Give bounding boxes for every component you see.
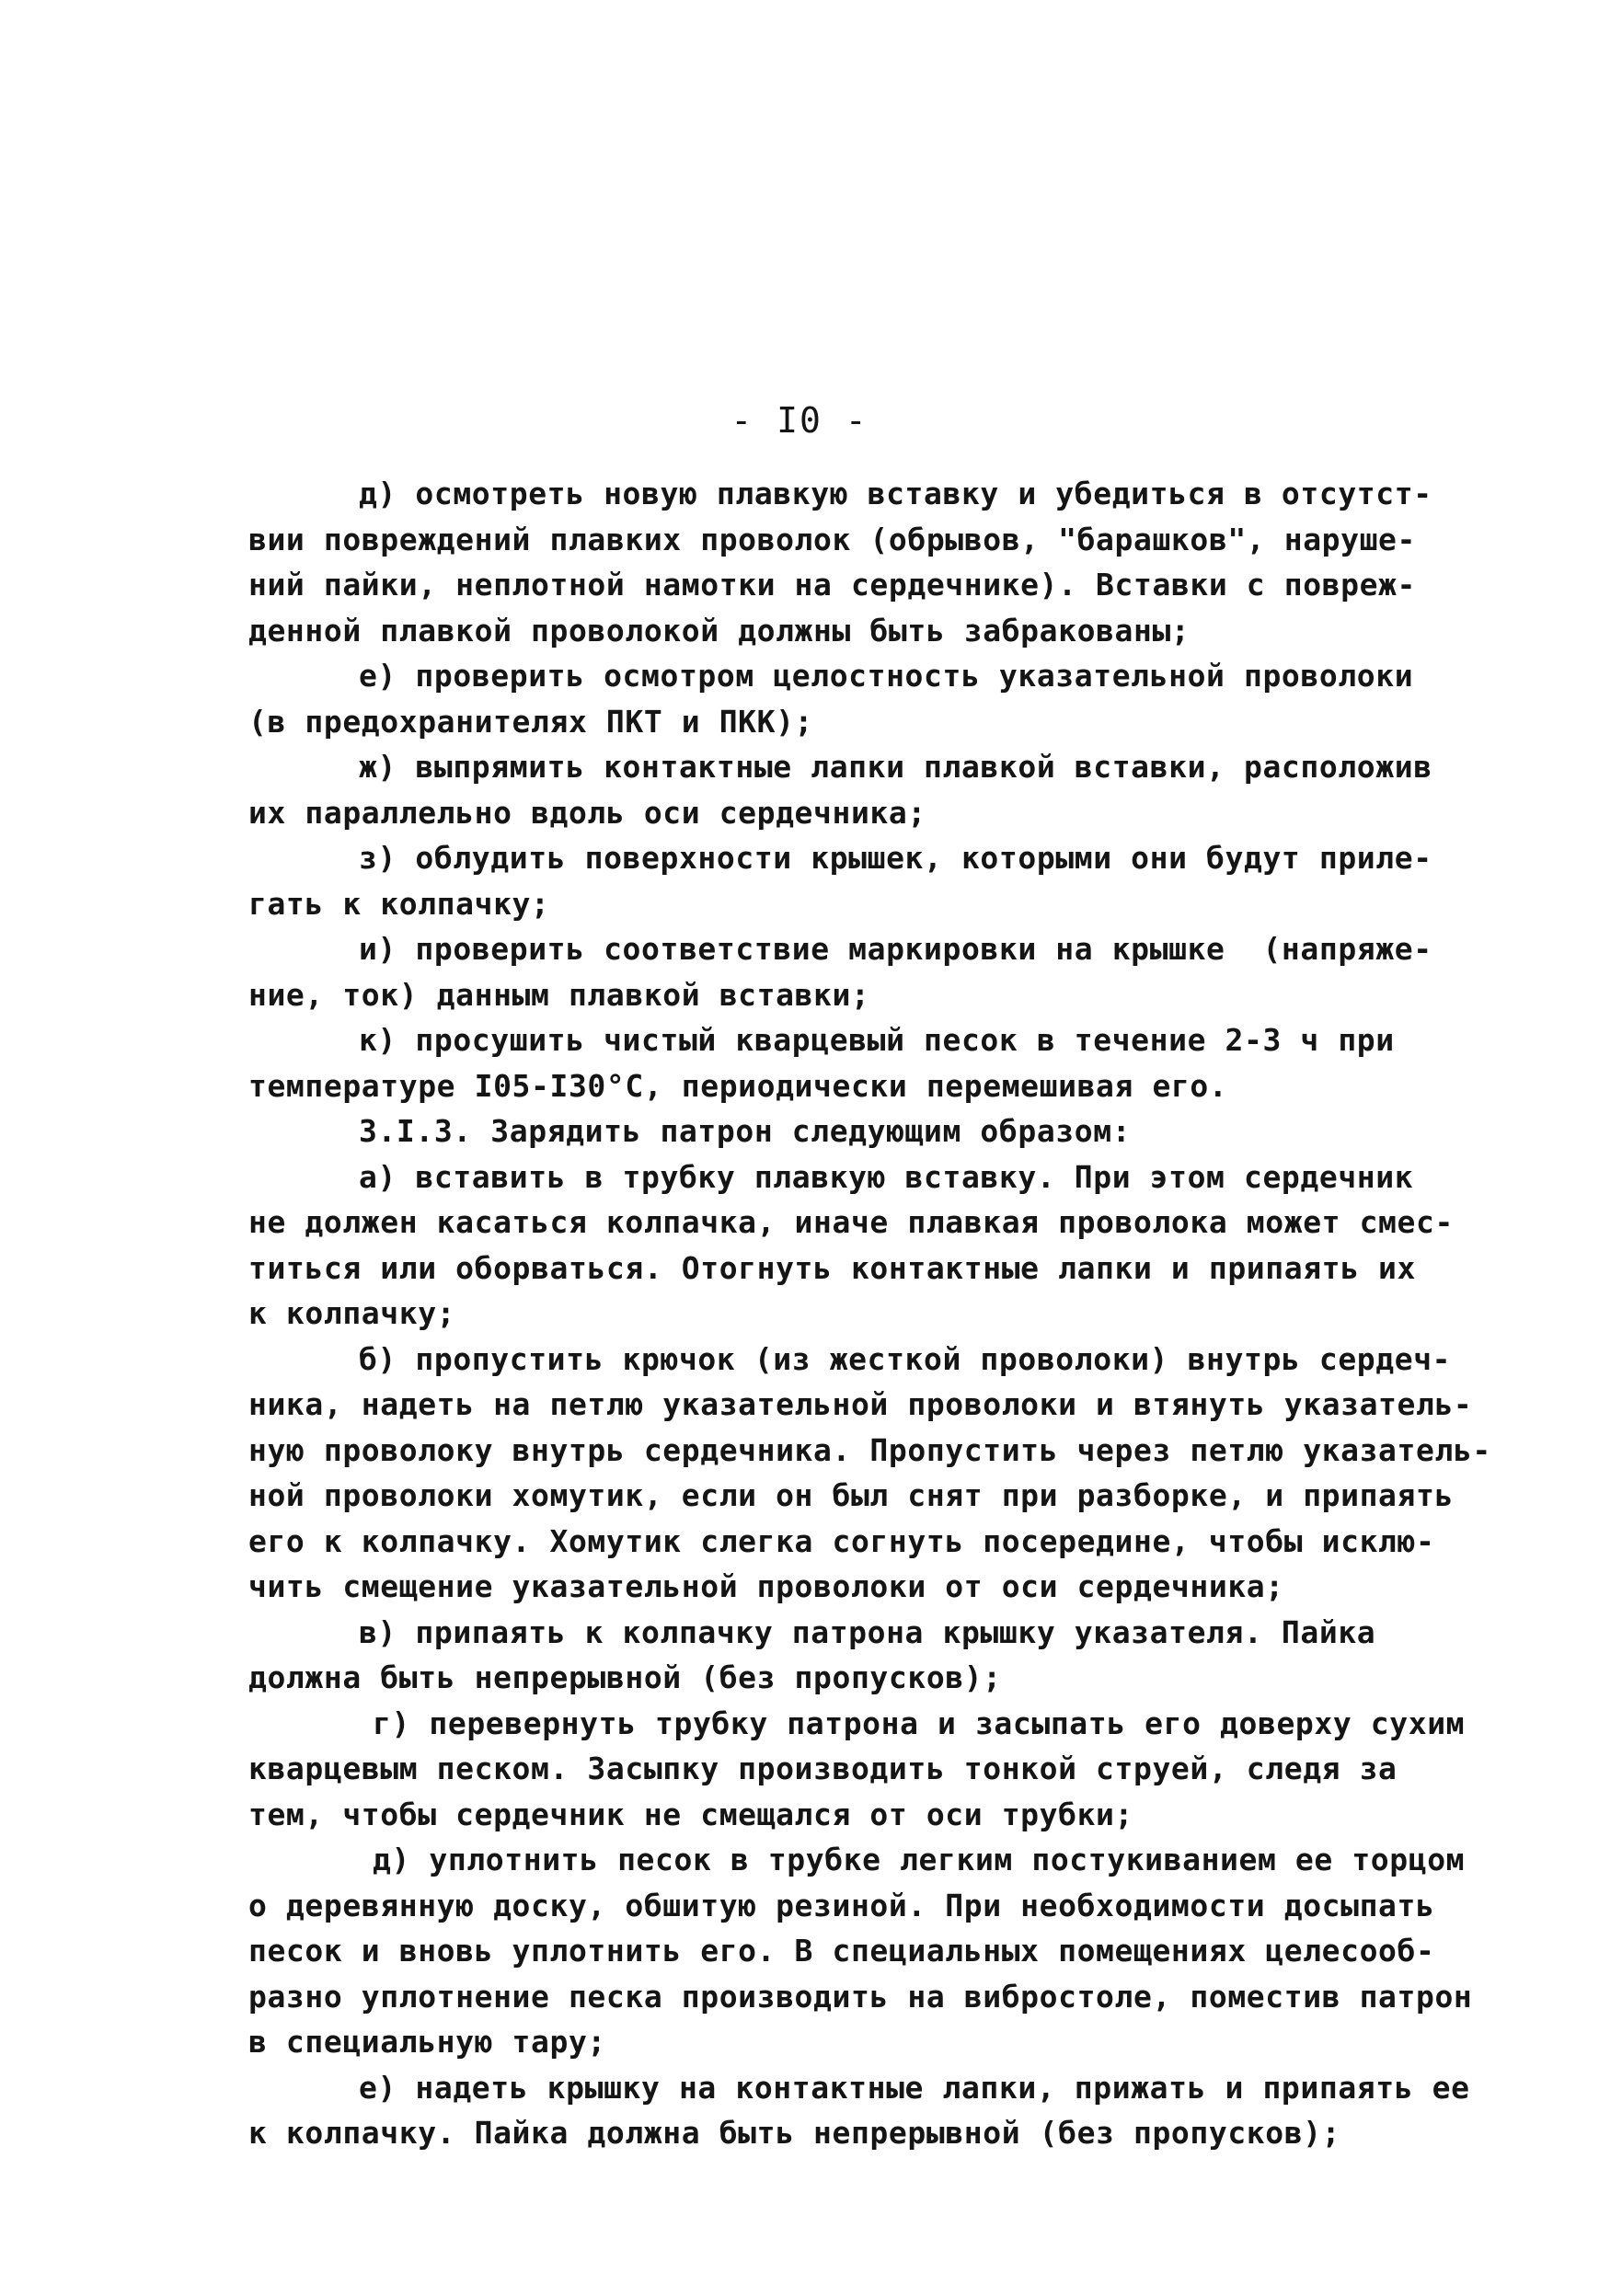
text-line: кварцевым песком. Засыпку производить тонкой струей, следя за: [248, 1751, 1398, 1786]
text-line: ной проволоки хомутик, если он был снят при разборке, и припаять: [248, 1477, 1454, 1513]
text-line: 3.I.3. Зарядить патрон следующим образом:: [359, 1113, 1132, 1149]
text-line: в специальную тару;: [248, 2024, 606, 2060]
text-line: ние, ток) данным плавкой вставки;: [248, 976, 870, 1013]
text-line: вии повреждений плавких проволок (обрывов, "барашков", наруше-: [248, 521, 1416, 557]
text-line: к) просушить чистый кварцевый песок в течение 2-3 ч при: [359, 1022, 1395, 1058]
text-line: ж) выпрямить контактные лапки плавкой вставки, расположив: [359, 749, 1432, 785]
text-line: е) надеть крышку на контактные лапки, прижать и припаять ее: [359, 2069, 1470, 2106]
text-line: песок и вновь уплотнить его. В специальных помещениях целесооб-: [248, 1933, 1435, 1969]
text-line: к колпачку. Пайка должна быть непрерывной (без пропусков);: [248, 2115, 1341, 2151]
text-line: чить смещение указательной проволоки от оси сердечника;: [248, 1568, 1284, 1604]
text-line: ную проволоку внутрь сердечника. Пропустить через петлю указатель-: [248, 1431, 1491, 1468]
text-line: температуре I05-I30°С, периодически перемешивая его.: [248, 1067, 1228, 1104]
text-line: з) облудить поверхности крышек, которыми они будут приле-: [359, 840, 1432, 876]
text-line: денной плавкой проволокой должны быть забракованы;: [248, 612, 1191, 649]
text-line: разно уплотнение песка производить на вибростоле, поместив патрон: [248, 1978, 1473, 2015]
text-line: его к колпачку. Хомутик слегка согнуть посередине, чтобы исклю-: [248, 1522, 1435, 1559]
text-line: ний пайки, неплотной намотки на сердечнике). Вставки с повреж-: [248, 567, 1416, 603]
text-line: е) проверить осмотром целостность указательной проволоки: [359, 658, 1414, 694]
text-line: должна быть непрерывной (без пропусков);: [248, 1659, 1002, 1695]
text-line: о деревянную доску, обшитую резиной. При необходимости досыпать: [248, 1887, 1435, 1923]
text-line: и) проверить соответствие маркировки на крышке (напряже-: [359, 931, 1432, 967]
text-line: не должен касаться колпачка, иначе плавкая проволока может смес-: [248, 1204, 1454, 1240]
text-line: а) вставить в трубку плавкую вставку. При этом сердечник: [359, 1158, 1414, 1195]
text-line: в) припаять к колпачку патрона крышку указателя. Пайка: [359, 1613, 1376, 1650]
text-line: к колпачку;: [248, 1295, 456, 1331]
text-line: г) перевернуть трубку патрона и засыпать его доверху сухим: [373, 1705, 1466, 1741]
text-line: ника, надеть на петлю указательной проволоки и втянуть указатель-: [248, 1386, 1473, 1422]
text-line: их параллельно вдоль оси сердечника;: [248, 794, 926, 831]
text-line: титься или оборваться. Отогнуть контактные лапки и припаять их: [248, 1249, 1416, 1286]
text-line: тем, чтобы сердечник не смещался от оси трубки;: [248, 1796, 1133, 1832]
body-text: [248, 471, 1500, 2156]
text-line: (в предохранителях ПКТ и ПКК);: [248, 703, 814, 740]
text-line: д) уплотнить песок в трубке легким постукиванием ее торцом: [373, 1842, 1466, 1877]
text-line: гать к колпачку;: [248, 885, 550, 922]
text-line: д) осмотреть новую плавкую вставку и убедиться в отсутст-: [359, 476, 1432, 511]
page-number: - I0 -: [730, 400, 869, 441]
text-line: б) пропустить крючок (из жесткой проволоки) внутрь сердеч-: [359, 1340, 1452, 1377]
